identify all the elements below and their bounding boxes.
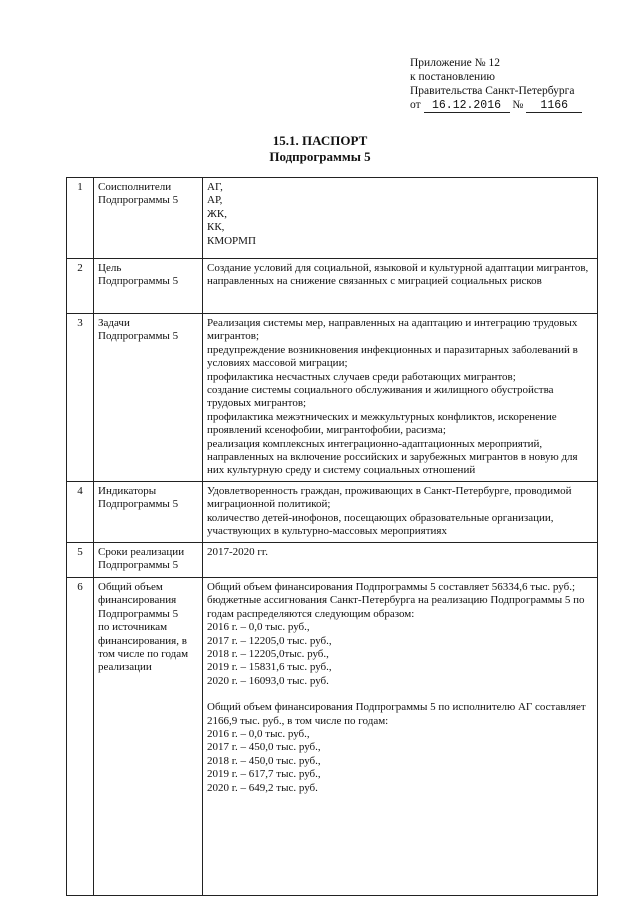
appendix-line-3: Правительства Санкт-Петербурга — [410, 85, 575, 97]
table-row — [67, 482, 598, 543]
financing-year-line: 2019 г. – 617,7 тыс. руб., — [207, 768, 321, 781]
row-number: 4 — [67, 482, 94, 543]
financing-year-line: 2017 г. – 12205,0 тыс. руб., — [207, 634, 332, 647]
label-line: Подпрограммы 5 — [98, 607, 179, 620]
executor-financing-paragraph: Общий объем финансирования Подпрограммы 5 по исполнителю АГ составляет 2166,9 тыс. руб., в том числе по годам: — [207, 701, 586, 727]
label-line: Подпрограммы 5 — [98, 559, 179, 572]
content-paragraph: реализация комплексных интеграционно-адаптационных мероприятий, направленных на включение российских и зарубежных мигрантов в новую для них культурную среду и систему социальных отношений — [207, 437, 578, 477]
content-paragraph: 2017-2020 гг. — [207, 546, 268, 558]
financing-year-line: 2016 г. – 0,0 тыс. руб., — [207, 728, 310, 741]
from-label: от — [410, 99, 421, 111]
row-content — [203, 259, 598, 314]
table-row — [67, 314, 598, 482]
financing-year-line: 2020 г. – 16093,0 тыс. руб. — [207, 674, 329, 687]
appendix-line-1: Приложение № 12 — [410, 57, 500, 69]
content-paragraph: Создание условий для социальной, языковой и культурной адаптации мигрантов, направленных на снижение связанных с миграцией социальных рисков — [207, 262, 589, 288]
financing-year-line: 2018 г. – 450,0 тыс. руб., — [207, 754, 321, 767]
label-line: реализации — [98, 661, 152, 674]
appendix-line-2: к постановлению — [410, 71, 495, 83]
row-content — [203, 178, 598, 259]
label-line: Сроки реализации — [98, 546, 185, 558]
table-row — [67, 178, 598, 259]
row-content — [203, 314, 598, 482]
financing-year-line: 2017 г. – 450,0 тыс. руб., — [207, 741, 321, 754]
content-paragraph: Реализация системы мер, направленных на адаптацию и интеграцию трудовых мигрантов; — [207, 317, 578, 343]
row-number: 2 — [67, 259, 94, 314]
row-label — [94, 578, 203, 896]
label-line: Цель — [98, 262, 122, 274]
row-label — [94, 543, 203, 578]
label-line: Общий объем — [98, 581, 163, 593]
content-line: АГ, — [207, 181, 223, 193]
content-paragraph: предупреждение возникновения инфекционных и паразитарных заболеваний в условиях массовой миграции; — [207, 343, 578, 370]
document-title — [0, 133, 640, 165]
row-content — [203, 578, 598, 896]
title-line-1: 15.1. ПАСПОРТ — [272, 133, 368, 148]
row-label — [94, 178, 203, 259]
content-paragraph: профилактика межэтнических и межкультурных конфликтов, искоренение проявлений ксенофобии, мигрантофобии, расизма; — [207, 410, 557, 437]
label-line: том числе по годам — [98, 648, 189, 661]
financing-year-line: 2019 г. – 15831,6 тыс. руб., — [207, 661, 332, 674]
resolution-number: 1166 — [526, 100, 582, 113]
row-content — [203, 543, 598, 578]
content-line: АР, — [207, 194, 223, 207]
label-line: финансирования — [98, 594, 177, 607]
content-paragraph: профилактика несчастных случаев среди работающих мигрантов; — [207, 370, 516, 383]
paragraph-gap — [207, 688, 593, 701]
financing-year-line: 2018 г. – 12205,0тыс. руб., — [207, 648, 329, 661]
row-content — [203, 482, 598, 543]
row-number: 6 — [67, 578, 94, 896]
financing-year-line: 2016 г. – 0,0 тыс. руб., — [207, 621, 310, 634]
content-paragraph: количество детей-инофонов, посещающих образовательные организации, участвующих в культурно-массовых мероприятиях — [207, 511, 554, 538]
label-line: по источникам — [98, 621, 168, 634]
passport-table — [66, 177, 598, 896]
label-line: Подпрограммы 5 — [98, 498, 179, 511]
content-line: ЖК, — [207, 207, 227, 220]
resolution-date: 16.12.2016 — [424, 100, 510, 113]
content-line: КМОРМП — [207, 234, 256, 247]
number-label: № — [512, 99, 524, 111]
row-label — [94, 259, 203, 314]
row-label — [94, 314, 203, 482]
appendix-date-line — [410, 98, 630, 113]
label-line: Подпрограммы 5 — [98, 275, 179, 288]
table-row — [67, 543, 598, 578]
label-line: Соисполнители — [98, 181, 172, 193]
label-line: Индикаторы — [98, 485, 157, 497]
content-line: КК, — [207, 221, 225, 234]
row-number: 5 — [67, 543, 94, 578]
label-line: Задачи — [98, 317, 130, 329]
label-line: Подпрограммы 5 — [98, 194, 179, 207]
label-line: финансирования, в — [98, 634, 187, 647]
label-line: Подпрограммы 5 — [98, 330, 179, 343]
financing-total-paragraph: Общий объем финансирования Подпрограммы 5 составляет 56334,6 тыс. руб.; бюджетные ассигнования Санкт-Петербурга на реализацию Подпрограммы 5 по годам распределяются следующим образом: — [207, 581, 585, 620]
row-number: 1 — [67, 178, 94, 259]
appendix-block — [410, 56, 630, 113]
table-row — [67, 259, 598, 314]
content-paragraph: создание системы социального обслуживания и жилищного обустройства трудовых мигрантов; — [207, 384, 554, 410]
table-row — [67, 578, 598, 896]
row-label — [94, 482, 203, 543]
financing-year-line: 2020 г. – 649,2 тыс. руб. — [207, 781, 318, 794]
content-paragraph: Удовлетворенность граждан, проживающих в Санкт-Петербурге, проводимой миграционной политикой; — [207, 485, 572, 511]
title-line-2: Подпрограммы 5 — [269, 149, 371, 164]
row-number: 3 — [67, 314, 94, 482]
